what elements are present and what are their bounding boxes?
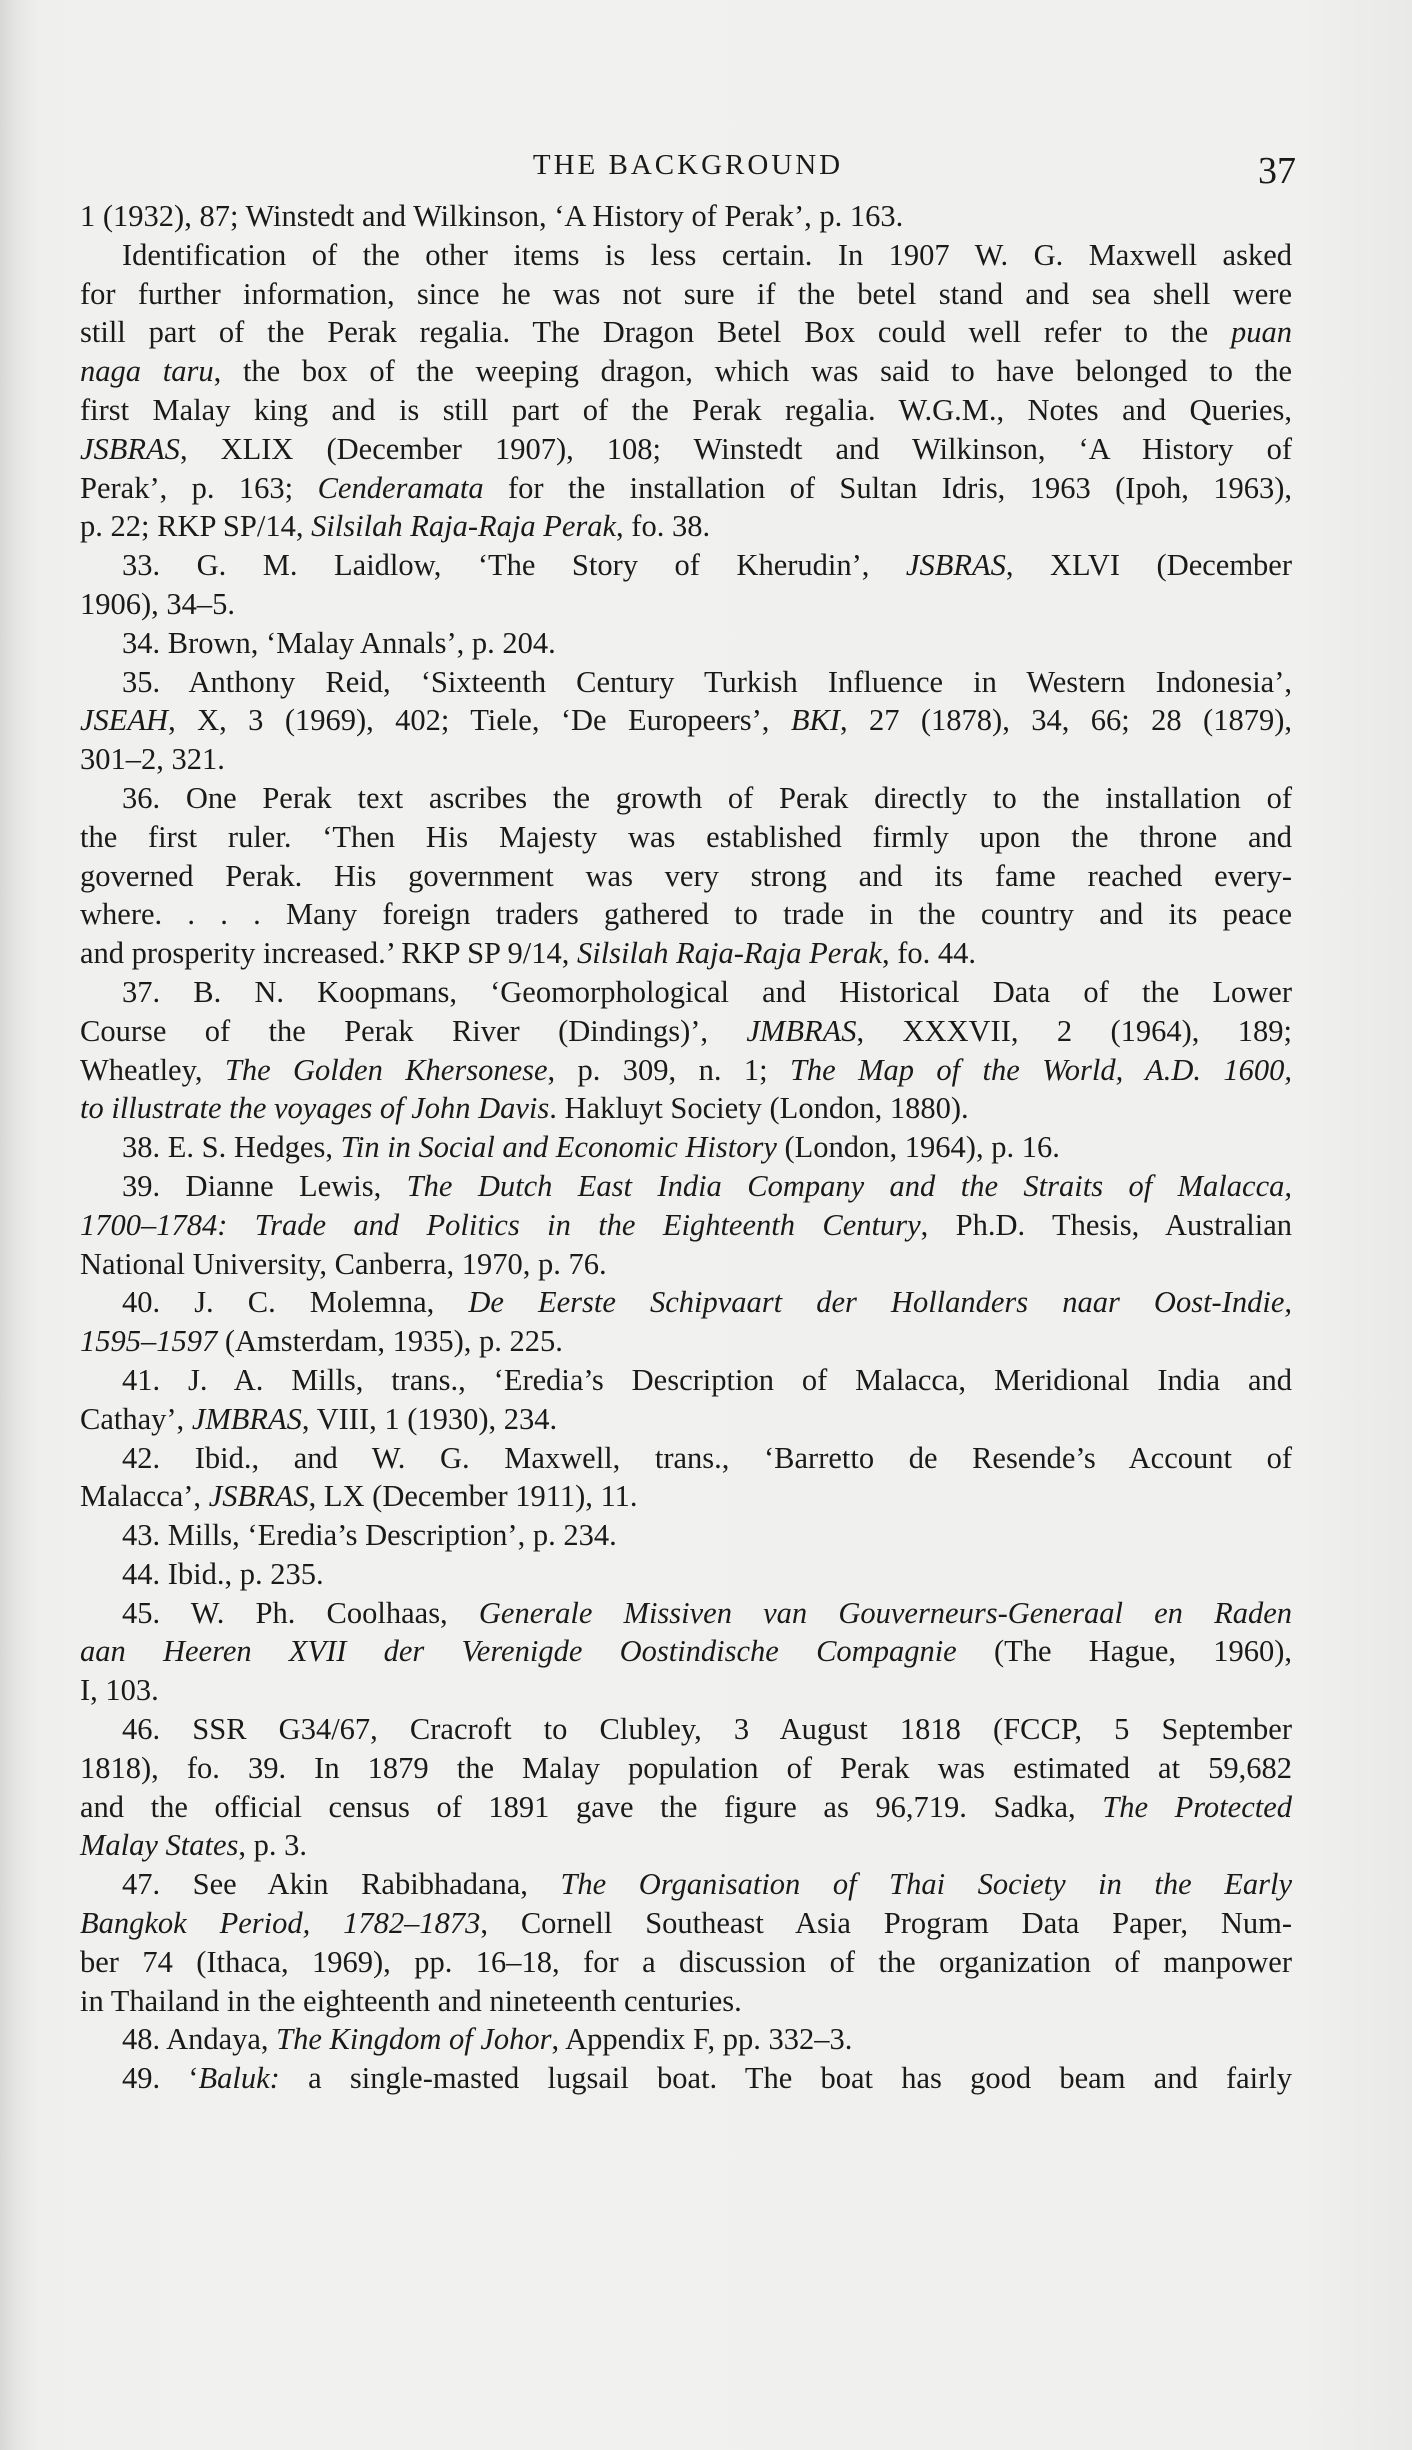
- text-segment: a single-masted lugsail boat. The boat has good beam and fairly: [279, 2061, 1292, 2096]
- text-segment: , 27 (1878), 34, 66; 28 (1879),: [839, 703, 1292, 738]
- text-segment: 39. Dianne Lewis,: [122, 1168, 407, 1203]
- text-segment: 47. See Akin Rabibhadana,: [122, 1867, 561, 1902]
- text-segment: governed Perak. His government was very strong and its fame reached every-: [80, 858, 1292, 893]
- italic-text: The Protected: [1102, 1789, 1292, 1824]
- text-segment: , XXXVII, 2 (1964), 189;: [856, 1013, 1292, 1048]
- text-segment: 38. E. S. Hedges,: [122, 1130, 341, 1165]
- text-segment: 49. ‘: [122, 2061, 199, 2096]
- text-line: [80, 740, 1292, 779]
- italic-text: Baluk:: [198, 2061, 280, 2096]
- italic-text: Tin in Social and Economic History: [340, 1130, 777, 1165]
- italic-text: naga taru: [80, 354, 214, 389]
- text-segment: 40. J. C. Molemna,: [122, 1285, 469, 1320]
- text-segment: , p. 309, n. 1;: [547, 1052, 790, 1087]
- text-segment: , LX (December 1911), 11.: [308, 1479, 638, 1514]
- text-segment: , Ph.D. Thesis, Australian: [920, 1207, 1292, 1242]
- text-line: [80, 507, 1292, 546]
- text-segment: , Cornell Southeast Asia Program Data Paper, Num-: [480, 1906, 1292, 1941]
- text-segment: 36. One Perak text ascribes the growth of Perak directly to the installation of: [122, 780, 1292, 815]
- text-line: [80, 1361, 1292, 1400]
- italic-text: BKI: [790, 703, 840, 738]
- text-segment: 46. SSR G34/67, Cracroft to Clubley, 3 August 1818 (FCCP, 5 September: [122, 1712, 1292, 1747]
- italic-text: Generale Missiven van Gouverneurs-Generaal en Raden: [478, 1595, 1292, 1630]
- text-line: [80, 1943, 1292, 1982]
- italic-text: The Organisation of Thai Society in the Early: [560, 1867, 1292, 1902]
- text-line: [80, 197, 1292, 236]
- text-segment: , fo. 38.: [616, 509, 711, 544]
- italic-text: The Kingdom of Johor: [276, 2022, 552, 2057]
- text-line: [80, 1477, 1292, 1516]
- text-segment: Malacca’,: [80, 1479, 209, 1514]
- italic-text: The Map of the World, A.D. 1600,: [789, 1052, 1292, 1087]
- text-segment: and the official census of 1891 gave the figure as 96,719. Sadka,: [80, 1789, 1103, 1824]
- text-line: [80, 1555, 1292, 1594]
- text-line: [80, 2020, 1292, 2059]
- text-line: [80, 1012, 1292, 1051]
- text-line: [80, 275, 1292, 314]
- text-segment: (The Hague, 1960),: [956, 1634, 1292, 1669]
- text-line: [80, 1089, 1292, 1128]
- text-segment: still part of the Perak regalia. The Dragon Betel Box could well refer to the: [80, 315, 1231, 350]
- text-segment: for the installation of Sultan Idris, 1963 (Ipoh, 1963),: [483, 470, 1293, 505]
- text-line: [80, 857, 1292, 896]
- text-line: [80, 1788, 1292, 1827]
- text-segment: , the box of the weeping dragon, which was said to have belonged to the: [213, 354, 1292, 389]
- text-line: [80, 701, 1292, 740]
- text-segment: where. . . . Many foreign traders gathered to trade in the country and its peace: [80, 897, 1292, 932]
- text-line: [80, 895, 1292, 934]
- text-segment: , p. 3.: [238, 1828, 308, 1863]
- text-segment: , XLIX (December 1907), 108; Winstedt and Wilkinson, ‘A History of: [179, 431, 1292, 466]
- text-line: [80, 1826, 1292, 1865]
- italic-text: JMBRAS: [746, 1013, 857, 1048]
- italic-text: Silsilah Raja-Raja Perak: [311, 509, 617, 544]
- text-segment: . Hakluyt Society (London, 1880).: [549, 1091, 969, 1126]
- text-line: [80, 1245, 1292, 1284]
- text-line: [80, 391, 1292, 430]
- text-segment: Course of the Perak River (Dindings)’,: [80, 1013, 747, 1048]
- italic-text: De Eerste Schipvaart der Hollanders naar Oost-Indie,: [468, 1285, 1292, 1320]
- text-segment: National University, Canberra, 1970, p. 76.: [80, 1246, 607, 1281]
- text-line: [80, 1516, 1292, 1555]
- text-segment: 1 (1932), 87; Winstedt and Wilkinson, ‘A History of Perak’, p. 163.: [80, 199, 904, 233]
- text-segment: , VIII, 1 (1930), 234.: [301, 1401, 558, 1436]
- text-line: [80, 2059, 1292, 2098]
- running-head: THE BACKGROUND: [532, 149, 844, 181]
- text-segment: I, 103.: [80, 1673, 159, 1708]
- text-line: [80, 469, 1292, 508]
- text-line: [80, 585, 1292, 624]
- text-segment: , Appendix F, pp. 332–3.: [551, 2022, 853, 2057]
- text-line: [80, 1671, 1292, 1710]
- text-line: [80, 546, 1292, 585]
- text-line: [80, 1632, 1292, 1671]
- footnotes-body: [80, 197, 1292, 2098]
- text-line: [80, 1710, 1292, 1749]
- text-segment: 37. B. N. Koopmans, ‘Geomorphological and Historical Data of the Lower: [122, 974, 1292, 1009]
- text-segment: 33. G. M. Laidlow, ‘The Story of Kherudin’,: [122, 548, 906, 583]
- italic-text: 1700–1784: Trade and Politics in the Eighteenth Century: [80, 1207, 921, 1242]
- text-segment: , fo. 44.: [881, 936, 976, 971]
- text-line: [80, 352, 1292, 391]
- italic-text: JSBRAS: [80, 431, 180, 466]
- text-segment: p. 22; RKP SP/14,: [80, 509, 312, 544]
- italic-text: Cenderamata: [317, 470, 484, 505]
- text-line: [80, 624, 1292, 663]
- text-line: [80, 1865, 1292, 1904]
- text-segment: the first ruler. ‘Then His Majesty was established firmly upon the throne and: [80, 819, 1292, 854]
- text-segment: 45. W. Ph. Coolhaas,: [122, 1595, 479, 1630]
- italic-text: JSEAH: [80, 703, 169, 738]
- text-line: [80, 973, 1292, 1012]
- text-line: [80, 1594, 1292, 1633]
- italic-text: JSBRAS: [208, 1479, 309, 1514]
- text-line: [80, 934, 1292, 973]
- text-segment: 1818), fo. 39. In 1879 the Malay population of Perak was estimated at 59,682: [80, 1750, 1292, 1785]
- text-segment: 44. Ibid., p. 235.: [122, 1556, 324, 1591]
- text-segment: Cathay’,: [80, 1401, 192, 1436]
- italic-text: The Dutch East India Company and the Straits of Malacca,: [406, 1168, 1292, 1203]
- text-segment: first Malay king and is still part of the Perak regalia. W.G.M., Notes and Queries,: [80, 392, 1292, 427]
- text-line: [80, 1904, 1292, 1943]
- italic-text: Malay States: [80, 1828, 239, 1863]
- text-segment: 35. Anthony Reid, ‘Sixteenth Century Turkish Influence in Western Indonesia’,: [122, 664, 1292, 699]
- text-line: [80, 1167, 1292, 1206]
- text-line: [80, 430, 1292, 469]
- text-line: [80, 663, 1292, 702]
- text-segment: Perak’, p. 163;: [80, 470, 318, 505]
- text-segment: Wheatley,: [80, 1052, 225, 1087]
- text-line: [80, 236, 1292, 275]
- text-line: [80, 1283, 1292, 1322]
- text-segment: , X, 3 (1969), 402; Tiele, ‘De Europeers’,: [168, 703, 791, 738]
- text-line: [80, 313, 1292, 352]
- text-segment: Identification of the other items is less certain. In 1907 W. G. Maxwell asked: [122, 237, 1292, 272]
- text-line: [80, 818, 1292, 857]
- text-line: [80, 779, 1292, 818]
- text-line: [80, 1206, 1292, 1245]
- italic-text: puan: [1231, 315, 1292, 350]
- text-segment: 41. J. A. Mills, trans., ‘Eredia’s Description of Malacca, Meridional India and: [122, 1362, 1292, 1397]
- italic-text: 1595–1597: [80, 1324, 218, 1359]
- text-segment: 43. Mills, ‘Eredia’s Description’, p. 234.: [122, 1518, 617, 1553]
- text-segment: 1906), 34–5.: [80, 586, 236, 621]
- text-segment: 301–2, 321.: [80, 742, 225, 777]
- italic-text: to illustrate the voyages of John Davis: [80, 1091, 550, 1126]
- text-segment: 34. Brown, ‘Malay Annals’, p. 204.: [122, 625, 556, 660]
- text-segment: 42. Ibid., and W. G. Maxwell, trans., ‘Barretto de Resende’s Account of: [122, 1440, 1292, 1475]
- italic-text: Bangkok Period, 1782–1873: [80, 1906, 481, 1941]
- text-line: [80, 1439, 1292, 1478]
- text-segment: and prosperity increased.’ RKP SP 9/14,: [80, 936, 577, 971]
- text-line: [80, 1982, 1292, 2021]
- italic-text: aan Heeren XVII der Verenigde Oostindische Compagnie: [80, 1634, 957, 1669]
- text-segment: 48. Andaya,: [122, 2022, 277, 2057]
- text-segment: (Amsterdam, 1935), p. 225.: [217, 1324, 563, 1359]
- italic-text: Silsilah Raja-Raja Perak: [576, 936, 882, 971]
- text-segment: ber 74 (Ithaca, 1969), pp. 16–18, for a discussion of the organization of manpower: [80, 1944, 1292, 1979]
- italic-text: JMBRAS: [191, 1401, 302, 1436]
- text-line: [80, 1322, 1292, 1361]
- text-segment: , XLVI (December: [1005, 548, 1292, 583]
- text-segment: (London, 1964), p. 16.: [776, 1130, 1060, 1165]
- italic-text: The Golden Khersonese: [224, 1052, 548, 1087]
- text-segment: for further information, since he was not sure if the betel stand and sea shell were: [80, 276, 1292, 311]
- page-number: 37: [1258, 150, 1296, 192]
- italic-text: JSBRAS: [905, 548, 1006, 583]
- text-line: [80, 1749, 1292, 1788]
- text-line: [80, 1128, 1292, 1167]
- text-line: [80, 1400, 1292, 1439]
- page-header: [0, 145, 1412, 195]
- text-segment: in Thailand in the eighteenth and nineteenth centuries.: [80, 1983, 742, 2018]
- text-line: [80, 1051, 1292, 1090]
